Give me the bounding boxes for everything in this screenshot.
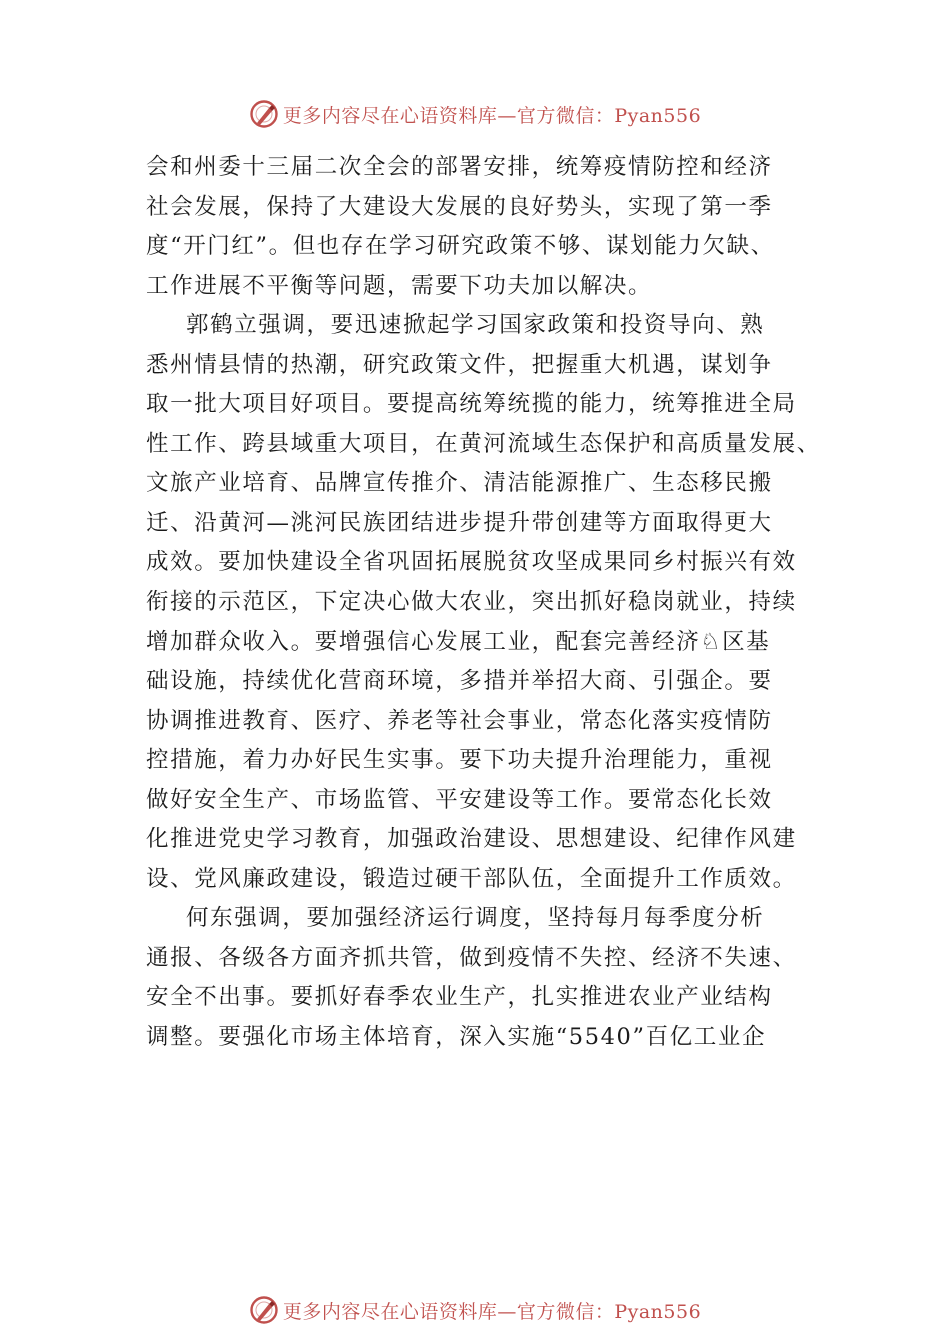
pen-logo-icon: [249, 1295, 279, 1325]
body-line: 工作进展不平衡等问题，需要下功夫加以解决。: [146, 272, 653, 299]
body-line: 成效。要加快建设全省巩固拓展脱贫攻坚成果同乡村振兴有效: [146, 549, 797, 576]
body-line: 郭鹤立强调，要迅速掀起学习国家政策和投资导向、熟: [186, 312, 765, 339]
body-line: 文旅产业培育、品牌宣传推介、清洁能源推广、生态移民搬: [146, 470, 773, 497]
header-banner: [0, 94, 950, 134]
body-line: 调整。要强化市场主体培育，深入实施“5540”百亿工业企: [146, 1024, 767, 1051]
body-line: 协调推进教育、医疗、养老等社会事业，常态化落实疫情防: [146, 707, 773, 734]
body-line: 控措施，着力办好民生实事。要下功夫提升治理能力，重视: [146, 747, 773, 774]
body-line: 衔接的示范区，下定决心做大农业，突出抓好稳岗就业，持续: [146, 589, 797, 616]
body-line: 社会发展，保持了大建设大发展的良好势头，实现了第一季: [146, 193, 773, 220]
body-line: 会和州委十三届二次全会的部署安排，统筹疫情防控和经济: [146, 154, 773, 180]
body-line: 设、党风廉政建设，锻造过硬干部队伍，全面提升工作质效。: [146, 865, 797, 892]
header-banner-text: 更多内容尽在心语资料库—官方微信：Pyan556: [282, 104, 702, 127]
body-line: 迁、沿黄河—洮河民族团结进步提升带创建等方面取得更大: [146, 509, 773, 536]
body-line: 通报、各级各方面齐抓共管，做到疫情不失控、经济不失速、: [146, 944, 797, 971]
body-line: 做好安全生产、市场监管、平安建设等工作。要常态化长效: [146, 786, 773, 813]
footer-banner: [0, 1290, 950, 1330]
body-line: 化推进党史学习教育，加强政治建设、思想建设、纪律作风建: [146, 826, 797, 853]
body-line: 何东强调，要加强经济运行调度，坚持每月每季度分析: [186, 905, 765, 932]
body-line: 增加群众收入。要增强信心发展工业，配套完善经济♘区基: [146, 628, 771, 655]
body-line: 度“开门红”。但也存在学习研究政策不够、谋划能力欠缺、: [146, 233, 775, 260]
footer-banner-text: 更多内容尽在心语资料库—官方微信：Pyan556: [282, 1300, 702, 1323]
body-line: 悉州情县情的热潮，研究政策文件，把握重大机遇，谋划争: [146, 351, 773, 378]
body-line: 安全不出事。要抓好春季农业生产，扎实推进农业产业结构: [146, 984, 773, 1011]
pen-logo-icon: [249, 99, 279, 129]
document-body: [146, 148, 846, 1058]
body-line: 础设施，持续优化营商环境，多措并举招大商、引强企。要: [146, 668, 773, 695]
body-line: 性工作、跨县域重大项目，在黄河流域生态保护和高质量发展、: [146, 430, 821, 457]
body-line: 取一批大项目好项目。要提高统筹统揽的能力，统筹推进全局: [146, 391, 797, 418]
